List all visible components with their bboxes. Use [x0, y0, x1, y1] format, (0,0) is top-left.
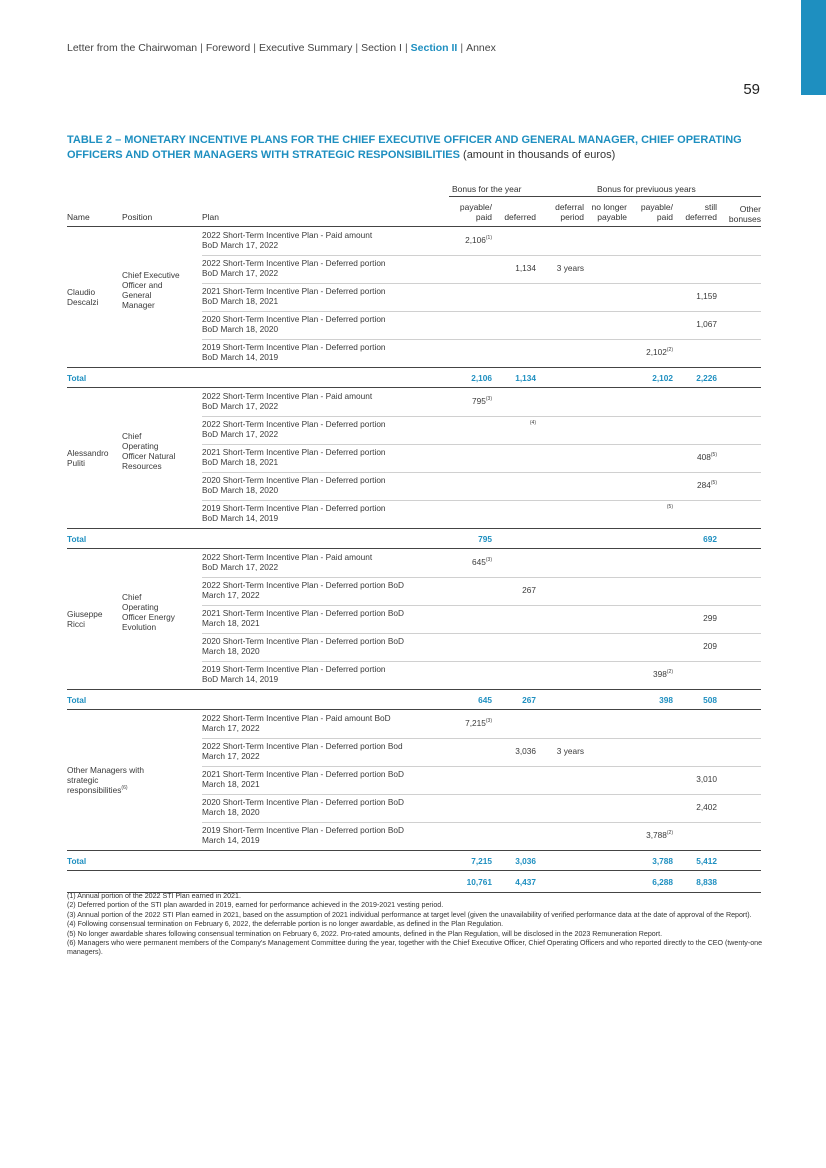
table-rule	[202, 605, 761, 606]
footnote: (2) Deferred portion of the STI plan awarded in 2019, earned for performance achieved in the 2019-2021 vesting period.	[67, 901, 444, 910]
table-rule	[202, 339, 761, 340]
total-paid-value: 645	[478, 695, 492, 705]
col-header-plan: Plan	[202, 212, 220, 222]
plan-line-1: 2020 Short-Term Incentive Plan - Deferred portion	[202, 314, 386, 324]
cell-still-deferred-value: 299	[703, 613, 717, 623]
cell-still-deferred-value: 2,402	[696, 802, 717, 812]
cell-paid-value: 7,215	[465, 718, 486, 728]
nav-section-2[interactable]: Section II	[410, 42, 458, 54]
manager-name	[67, 609, 117, 629]
plan-line-2: BoD March 17, 2022	[202, 268, 279, 278]
plan-line-2: BoD March 17, 2022	[202, 562, 279, 572]
plan-line-2: BoD March 18, 2021	[202, 296, 279, 306]
footnote: (1) Annual portion of the 2022 STI Plan earned in 2021.	[67, 892, 241, 900]
plan-line-1: 2020 Short-Term Incentive Plan - Deferred portion BoD	[202, 636, 404, 646]
cell-paid-value: 645	[472, 557, 486, 567]
cell-paid	[432, 235, 492, 245]
plan-line-1: 2022 Short-Term Incentive Plan - Paid amount	[202, 552, 373, 562]
total-prev-paid-value: 3,788	[652, 856, 673, 866]
col-header-no-longer-2: payable	[597, 212, 627, 222]
table-rule	[202, 416, 761, 417]
footnote: (3) Annual portion of the 2022 STI Plan earned in 2021, based on the assumption of 2021 individual performance at target level (given the unavailability of verified performance data at the date of approval of the Report).	[67, 910, 752, 919]
group-header-previous: Bonus for previuous years	[597, 184, 696, 194]
cell-deferred-value: 3,036	[515, 746, 536, 756]
total-prev-paid-value: 398	[659, 695, 673, 705]
table-rule	[202, 500, 761, 501]
plan-line-1: 2019 Short-Term Incentive Plan - Deferred portion BoD	[202, 825, 404, 835]
plan-line-1: 2021 Short-Term Incentive Plan - Deferred portion	[202, 286, 386, 296]
cell-prev-paid-note: (2)	[666, 347, 673, 353]
total-paid-value: 795	[478, 534, 492, 544]
manager-name	[67, 287, 117, 307]
cell-still-deferred-value: 284	[697, 480, 711, 490]
table-rule	[202, 577, 761, 578]
cell-still-deferred	[657, 480, 717, 490]
cell-prev-paid-note: (2)	[666, 830, 673, 836]
cell-prev-paid	[613, 669, 673, 679]
cell-deferred	[476, 420, 536, 430]
nav-annex[interactable]: Annex	[466, 42, 496, 54]
total-label: Total	[67, 856, 87, 866]
table-rule	[202, 794, 761, 795]
col-header-deferral-1: deferral	[555, 202, 584, 212]
total-still-deferred	[657, 856, 717, 866]
manager-position: Chief Operating Officer Natural Resources	[122, 431, 176, 471]
table-title-main: TABLE 2 – MONETARY INCENTIVE PLANS FOR THE CHIEF EXECUTIVE OFFICER AND GENERAL MANAGER, CHIEF OPERATING OFFICERS AND OTHER MANAGERS WITH STRATEGIC RESPONSIBILITIES	[67, 134, 742, 161]
plan-line-1: 2021 Short-Term Incentive Plan - Deferred portion BoD	[202, 608, 404, 618]
total-deferred-value: 267	[522, 695, 536, 705]
cell-paid-note: (3)	[485, 718, 492, 724]
plan-line-2: BoD March 14, 2019	[202, 352, 279, 362]
plan-line-1: 2022 Short-Term Incentive Plan - Deferred portion	[202, 419, 386, 429]
table-title	[67, 133, 767, 163]
plan-line-2: BoD March 14, 2019	[202, 513, 279, 523]
plan-line-1: 2022 Short-Term Incentive Plan - Paid amount	[202, 230, 373, 240]
cell-paid-note: (3)	[485, 396, 492, 402]
plan-line-2: March 14, 2019	[202, 835, 260, 845]
plan-line-1: 2022 Short-Term Incentive Plan - Deferred portion BoD	[202, 580, 404, 590]
footnote: (4) Following consensual termination on February 6, 2022, the deferrable portion is no longer awardable, as defined in the Plan Regulation.	[67, 920, 504, 929]
cell-still-deferred	[657, 452, 717, 462]
total-still-deferred-value: 692	[703, 534, 717, 544]
cell-still-deferred-note: (5)	[710, 480, 717, 486]
total-deferred	[476, 695, 536, 705]
total-label: Total	[67, 695, 87, 705]
grand-total-prev-paid-value: 6,288	[652, 877, 673, 887]
total-deferred-value: 3,036	[515, 856, 536, 866]
cell-prev-paid-note: (2)	[666, 669, 673, 675]
cell-prev-paid	[613, 504, 673, 514]
plan-line-1: 2021 Short-Term Incentive Plan - Deferred portion BoD	[202, 769, 404, 779]
cell-still-deferred-value: 209	[703, 641, 717, 651]
cell-paid-value: 795	[472, 396, 486, 406]
total-paid	[432, 534, 492, 544]
total-still-deferred-value: 2,226	[696, 373, 717, 383]
cell-prev-paid-value: 3,788	[646, 830, 667, 840]
plan-line-1: 2022 Short-Term Incentive Plan - Deferred portion	[202, 258, 386, 268]
grand-total-deferred-value: 4,437	[515, 877, 536, 887]
table-rule	[67, 528, 761, 529]
plan-line-2: March 18, 2021	[202, 618, 260, 628]
plan-line-1: 2020 Short-Term Incentive Plan - Deferred portion	[202, 475, 386, 485]
table-rule	[67, 367, 761, 368]
plan-line-2: BoD March 17, 2022	[202, 240, 279, 250]
manager-name-text: Giuseppe Ricci	[67, 609, 103, 629]
cell-deferred-value: 1,134	[515, 263, 536, 273]
cell-paid	[432, 396, 492, 406]
plan-line-1: 2019 Short-Term Incentive Plan - Deferred portion	[202, 664, 386, 674]
plan-line-1: 2022 Short-Term Incentive Plan - Paid amount	[202, 391, 373, 401]
footnote: (5) No longer awardable shares following consensual termination on February 6, 2022. Pro-rated amounts, defined in the Plan Regulation, will be disclosed in the 2023 Remuneration Report.	[67, 929, 663, 938]
cell-deferral-period-value: 3 years	[556, 263, 584, 273]
total-deferred	[476, 373, 536, 383]
col-header-still-1: still	[704, 202, 717, 212]
col-header-deferred: deferred	[504, 212, 536, 222]
cell-prev-paid-value: 2,102	[646, 347, 667, 357]
cell-still-deferred	[657, 774, 717, 784]
cell-deferral-period-value: 3 years	[556, 746, 584, 756]
col-header-prev-payable-1: payable/	[640, 202, 673, 212]
total-still-deferred	[657, 534, 717, 544]
grand-total-paid-value: 10,761	[466, 877, 492, 887]
plan-line-1: 2022 Short-Term Incentive Plan - Deferred portion Bod	[202, 741, 403, 751]
grand-total-deferred	[476, 877, 536, 887]
manager-position: Chief Executive Officer and General Manager	[122, 270, 180, 310]
cell-prev-paid-note: (5)	[666, 504, 673, 510]
grand-total-still-deferred	[657, 877, 717, 887]
cell-deferral-period	[524, 263, 584, 273]
group-header-year: Bonus for the year	[452, 184, 522, 194]
total-deferred	[476, 856, 536, 866]
col-header-payable-1: payable/	[459, 202, 492, 212]
table-rule	[202, 661, 761, 662]
nav-foreword[interactable]: Foreword	[205, 42, 251, 54]
cell-prev-paid	[613, 830, 673, 840]
cell-prev-paid	[613, 347, 673, 357]
col-header-prev-payable-2: paid	[656, 212, 673, 222]
plan-line-2: BoD March 17, 2022	[202, 429, 279, 439]
cell-paid-value: 2,106	[465, 235, 486, 245]
breadcrumb-nav: Letter from the Chairwoman | Foreword | Executive Summary | Section I | Section II | Annex	[67, 42, 496, 54]
cell-still-deferred-value: 1,067	[696, 319, 717, 329]
total-still-deferred	[657, 373, 717, 383]
col-header-other-1: Other	[739, 204, 761, 214]
cell-deferral-period	[524, 746, 584, 756]
footnotes	[67, 892, 763, 958]
table-rule	[202, 255, 761, 256]
plan-line-1: 2019 Short-Term Incentive Plan - Deferred portion	[202, 342, 386, 352]
section-color-tab	[801, 0, 826, 95]
plan-line-2: March 17, 2022	[202, 751, 260, 761]
manager-name-text: Claudio Descalzi	[67, 287, 99, 307]
col-header-other-2: bonuses	[728, 214, 761, 224]
total-prev-paid-value: 2,102	[652, 373, 673, 383]
table-rule	[202, 472, 761, 473]
total-still-deferred-value: 5,412	[696, 856, 717, 866]
cell-paid-note: (1)	[485, 235, 492, 241]
plan-line-2: March 17, 2022	[202, 590, 260, 600]
col-header-name: Name	[67, 212, 90, 222]
col-header-deferral-2: period	[560, 212, 584, 222]
cell-paid-note: (3)	[485, 557, 492, 563]
total-deferred-value: 1,134	[515, 373, 536, 383]
table-rule	[449, 196, 761, 197]
table-rule	[202, 822, 761, 823]
manager-position: Chief Operating Officer Energy Evolution	[122, 592, 175, 632]
plan-line-1: 2021 Short-Term Incentive Plan - Deferred portion	[202, 447, 386, 457]
col-header-no-longer-1: no longer	[591, 202, 627, 212]
plan-line-1: 2019 Short-Term Incentive Plan - Deferred portion	[202, 503, 386, 513]
table-rule	[67, 689, 761, 690]
plan-line-2: BoD March 18, 2020	[202, 324, 279, 334]
plan-line-2: March 18, 2021	[202, 779, 260, 789]
plan-line-2: BoD March 14, 2019	[202, 674, 279, 684]
table-rule	[202, 283, 761, 284]
cell-deferred-value: 267	[522, 585, 536, 595]
footnote: (6) Managers who were permanent members of the Company's Management Committee during the year, together with the Chief Executive Officer, Chief Operating Officers and who reported directly to the CEO (twenty-one managers).	[67, 939, 763, 957]
plan-line-2: March 18, 2020	[202, 807, 260, 817]
total-label: Total	[67, 534, 87, 544]
table-rule	[67, 870, 761, 871]
manager-name-text: Other Managers with strategic responsibilities	[67, 765, 145, 795]
manager-name	[67, 448, 117, 468]
plan-line-1: 2022 Short-Term Incentive Plan - Paid amount BoD	[202, 713, 391, 723]
table-rule	[202, 633, 761, 634]
nav-section-1[interactable]: Section I	[361, 42, 402, 54]
table-rule	[202, 311, 761, 312]
manager-name-note: (6)	[121, 785, 128, 791]
plan-line-2: BoD March 18, 2021	[202, 457, 279, 467]
cell-still-deferred	[657, 291, 717, 301]
cell-deferred-note: (4)	[529, 420, 536, 426]
plan-line-2: BoD March 18, 2020	[202, 485, 279, 495]
cell-still-deferred-value: 1,159	[696, 291, 717, 301]
col-header-still-2: deferred	[685, 212, 717, 222]
nav-letter[interactable]: Letter from the Chairwoman	[67, 42, 198, 54]
plan-line-2: March 18, 2020	[202, 646, 260, 656]
cell-still-deferred	[657, 613, 717, 623]
grand-total-still-deferred-value: 8,838	[696, 877, 717, 887]
total-still-deferred	[657, 695, 717, 705]
cell-still-deferred	[657, 319, 717, 329]
cell-still-deferred	[657, 641, 717, 651]
table-rule	[67, 709, 761, 710]
table-rule	[202, 766, 761, 767]
table-rule	[202, 738, 761, 739]
total-label: Total	[67, 373, 87, 383]
plan-line-2: BoD March 17, 2022	[202, 401, 279, 411]
total-still-deferred-value: 508	[703, 695, 717, 705]
col-header-payable-2: paid	[475, 212, 492, 222]
cell-still-deferred-value: 408	[697, 452, 711, 462]
total-paid-value: 2,106	[471, 373, 492, 383]
col-header-position: Position	[122, 212, 153, 222]
table-rule	[67, 387, 761, 388]
cell-still-deferred-value: 3,010	[696, 774, 717, 784]
cell-still-deferred-note: (5)	[710, 452, 717, 458]
cell-paid	[432, 718, 492, 728]
cell-still-deferred	[657, 802, 717, 812]
total-paid-value: 7,215	[471, 856, 492, 866]
page-number: 59	[743, 81, 760, 98]
cell-prev-paid-value: 398	[653, 669, 667, 679]
table-rule	[67, 850, 761, 851]
table-rule	[67, 226, 761, 227]
cell-deferred	[476, 585, 536, 595]
table-rule	[67, 548, 761, 549]
manager-name	[67, 765, 157, 795]
table-rule	[202, 444, 761, 445]
plan-line-1: 2020 Short-Term Incentive Plan - Deferred portion BoD	[202, 797, 404, 807]
cell-paid	[432, 557, 492, 567]
table-title-unit: (amount in thousands of euros)	[463, 149, 616, 161]
plan-line-2: March 17, 2022	[202, 723, 260, 733]
manager-name-text: Alessandro Puliti	[67, 448, 109, 468]
nav-executive-summary[interactable]: Executive Summary	[258, 42, 353, 54]
